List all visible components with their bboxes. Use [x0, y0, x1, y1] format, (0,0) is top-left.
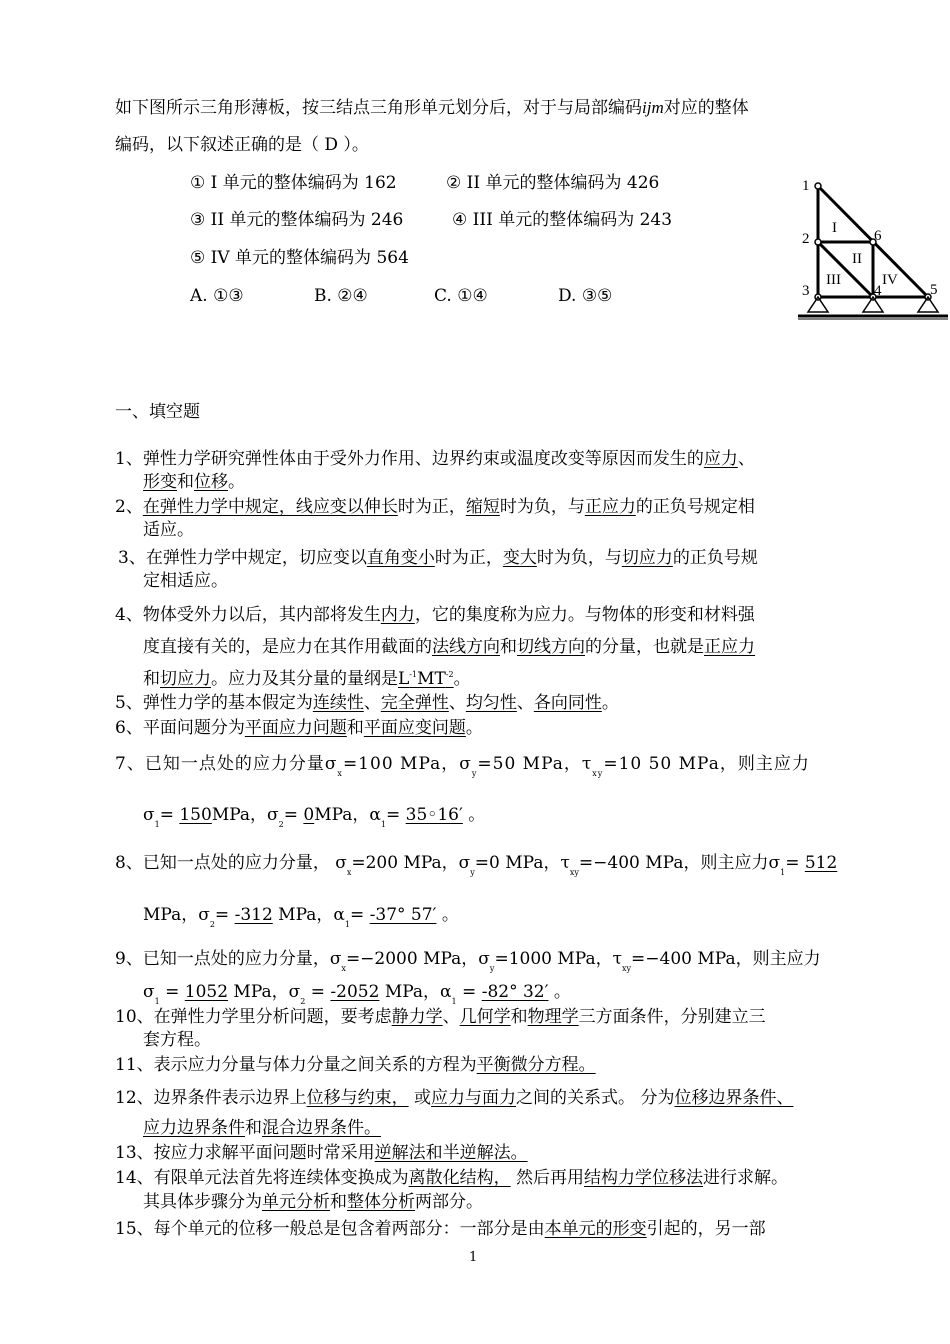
node-label-4: 4	[874, 283, 882, 299]
q9-line-1: 9、已知一点处的应力分量，$\sigma_x=-2000$ MPa，$\sigma_y=1000$ MPa，$\tau_{xy}=-400$ MPa，则主应力	[115, 949, 821, 973]
node-label-6: 6	[874, 228, 882, 244]
q13-line: 13、按应力求解平面问题时常采用逆解法和半逆解法。	[115, 1143, 528, 1163]
q10-line-1: 10、在弹性力学里分析问题，要考虑静力学、几何学和物理学三方面条件，分别建立三	[115, 1007, 766, 1027]
q8-line-2: MPa，$\sigma_2= -312$ MPa，$\alpha_1= -37^\circ$ 57′ 。	[143, 905, 459, 929]
element-label-III: III	[826, 272, 841, 288]
q15-line: 15、每个单元的位移一般总是包含着两部分：一部分是由本单元的形变引起的，另一部	[115, 1219, 766, 1239]
intro-text: 如下图所示三角形薄板，按三结点三角形单元划分后，对于与局部编码	[115, 98, 642, 118]
option-item-5: ⑤ IV 单元的整体编码为 564	[190, 248, 409, 268]
intro-text: 对应的整体	[663, 98, 749, 118]
q11-line: 11、表示应力分量与体力分量之间关系的方程为平衡微分方程。	[115, 1055, 596, 1075]
q2-line-1: 2、在弹性力学中规定，线应变以伸长时为正，缩短时为负，与正应力的正负号规定相	[115, 497, 755, 517]
q14-line-1: 14、有限单元法首先将连续体变换成为离散化结构， 然后再用结构力学位移法进行求解。	[115, 1168, 789, 1188]
q14-line-2: 其具体步骤分为单元分析和整体分析两部分。	[143, 1192, 483, 1212]
choice-b: B. ②④	[314, 286, 368, 306]
element-label-I: I	[832, 220, 837, 236]
q4-line-1: 4、物体受外力以后，其内部将发生内力，它的集度称为应力。与物体的形变和材料强	[115, 605, 755, 625]
section-title: 一、填空题	[115, 402, 200, 422]
choice-d: D. ③⑤	[558, 286, 613, 306]
node-label-3: 3	[802, 283, 810, 299]
option-item-2: ② II 单元的整体编码为 426	[446, 173, 660, 193]
intro-line-1	[115, 97, 749, 119]
choice-c: C. ①④	[434, 286, 488, 306]
q4-line-2: 度直接有关的，是应力在其作用截面的法线方向和切线方向的分量，也就是正应力	[143, 637, 755, 657]
option-item-3: ③ II 单元的整体编码为 246	[190, 210, 404, 230]
element-label-IV: IV	[882, 272, 898, 288]
triangle-plate-figure	[790, 172, 950, 332]
q3-line-1: 3、在弹性力学中规定，切应变以直角变小时为正，变大时为负，与切应力的正负号规	[118, 548, 758, 568]
q8-line-1: 8、已知一点处的应力分量， $\sigma_x=200$ MPa，$\sigma_y=0$ MPa，$\tau_{xy}=-400$ MPa，则主应力$\sigma_1= 512$	[115, 853, 838, 877]
q4-line-3: 和切应力。应力及其分量的量纲是$L^{-1}MT^{-2}$。	[143, 669, 471, 689]
q9-line-2: $\sigma_1 = 1052$ MPa，$\sigma_2 = -2052$ MPa，$\alpha_1 = -82^\circ$ 32′ 。	[143, 982, 571, 1006]
q1-line-2: 形变和位移。	[143, 472, 245, 492]
intro-ijm: ijm	[642, 98, 664, 117]
q2-line-2: 适应。	[143, 520, 194, 540]
intro-line-2: 编码，以下叙述正确的是（ D ）。	[115, 135, 369, 155]
q1-line-1: 1、弹性力学研究弹性体由于受外力作用、边界约束或温度改变等原因而发生的应力、	[115, 449, 755, 469]
page-number: 1	[469, 1250, 478, 1265]
q3-line-2: 定相适应。	[143, 571, 228, 591]
q5-line: 5、弹性力学的基本假定为连续性、完全弹性、均匀性、各向同性。	[115, 693, 619, 713]
q6-line: 6、平面问题分为平面应力问题和平面应变问题。	[115, 718, 483, 738]
choice-a: A. ①③	[190, 286, 244, 306]
node-label-5: 5	[930, 282, 938, 298]
option-item-4: ④ III 单元的整体编码为 243	[452, 210, 673, 230]
q7-line-1: 7、已知一点处的应力分量$\sigma_x=100$ MPa，$\sigma_y=50$ MPa，$\tau_{xy}=10$ 50 MPa，则主应力	[115, 754, 810, 778]
q7-line-2: $\sigma_1= 150MPa$，$\sigma_2= 0MPa$，$\alpha_1=$ 35◦16′ 。	[143, 805, 486, 829]
option-item-1: ① I 单元的整体编码为 162	[190, 173, 397, 193]
element-label-II: II	[852, 251, 862, 267]
node-label-1: 1	[802, 178, 810, 194]
q12-line-2: 应力边界条件和混合边界条件。	[143, 1118, 381, 1138]
q12-line-1: 12、边界条件表示边界上位移与约束， 或应力与面力之间的关系式。 分为位移边界条件、	[115, 1088, 794, 1108]
node-label-2: 2	[802, 231, 810, 247]
q10-line-2: 套方程。	[143, 1030, 211, 1050]
